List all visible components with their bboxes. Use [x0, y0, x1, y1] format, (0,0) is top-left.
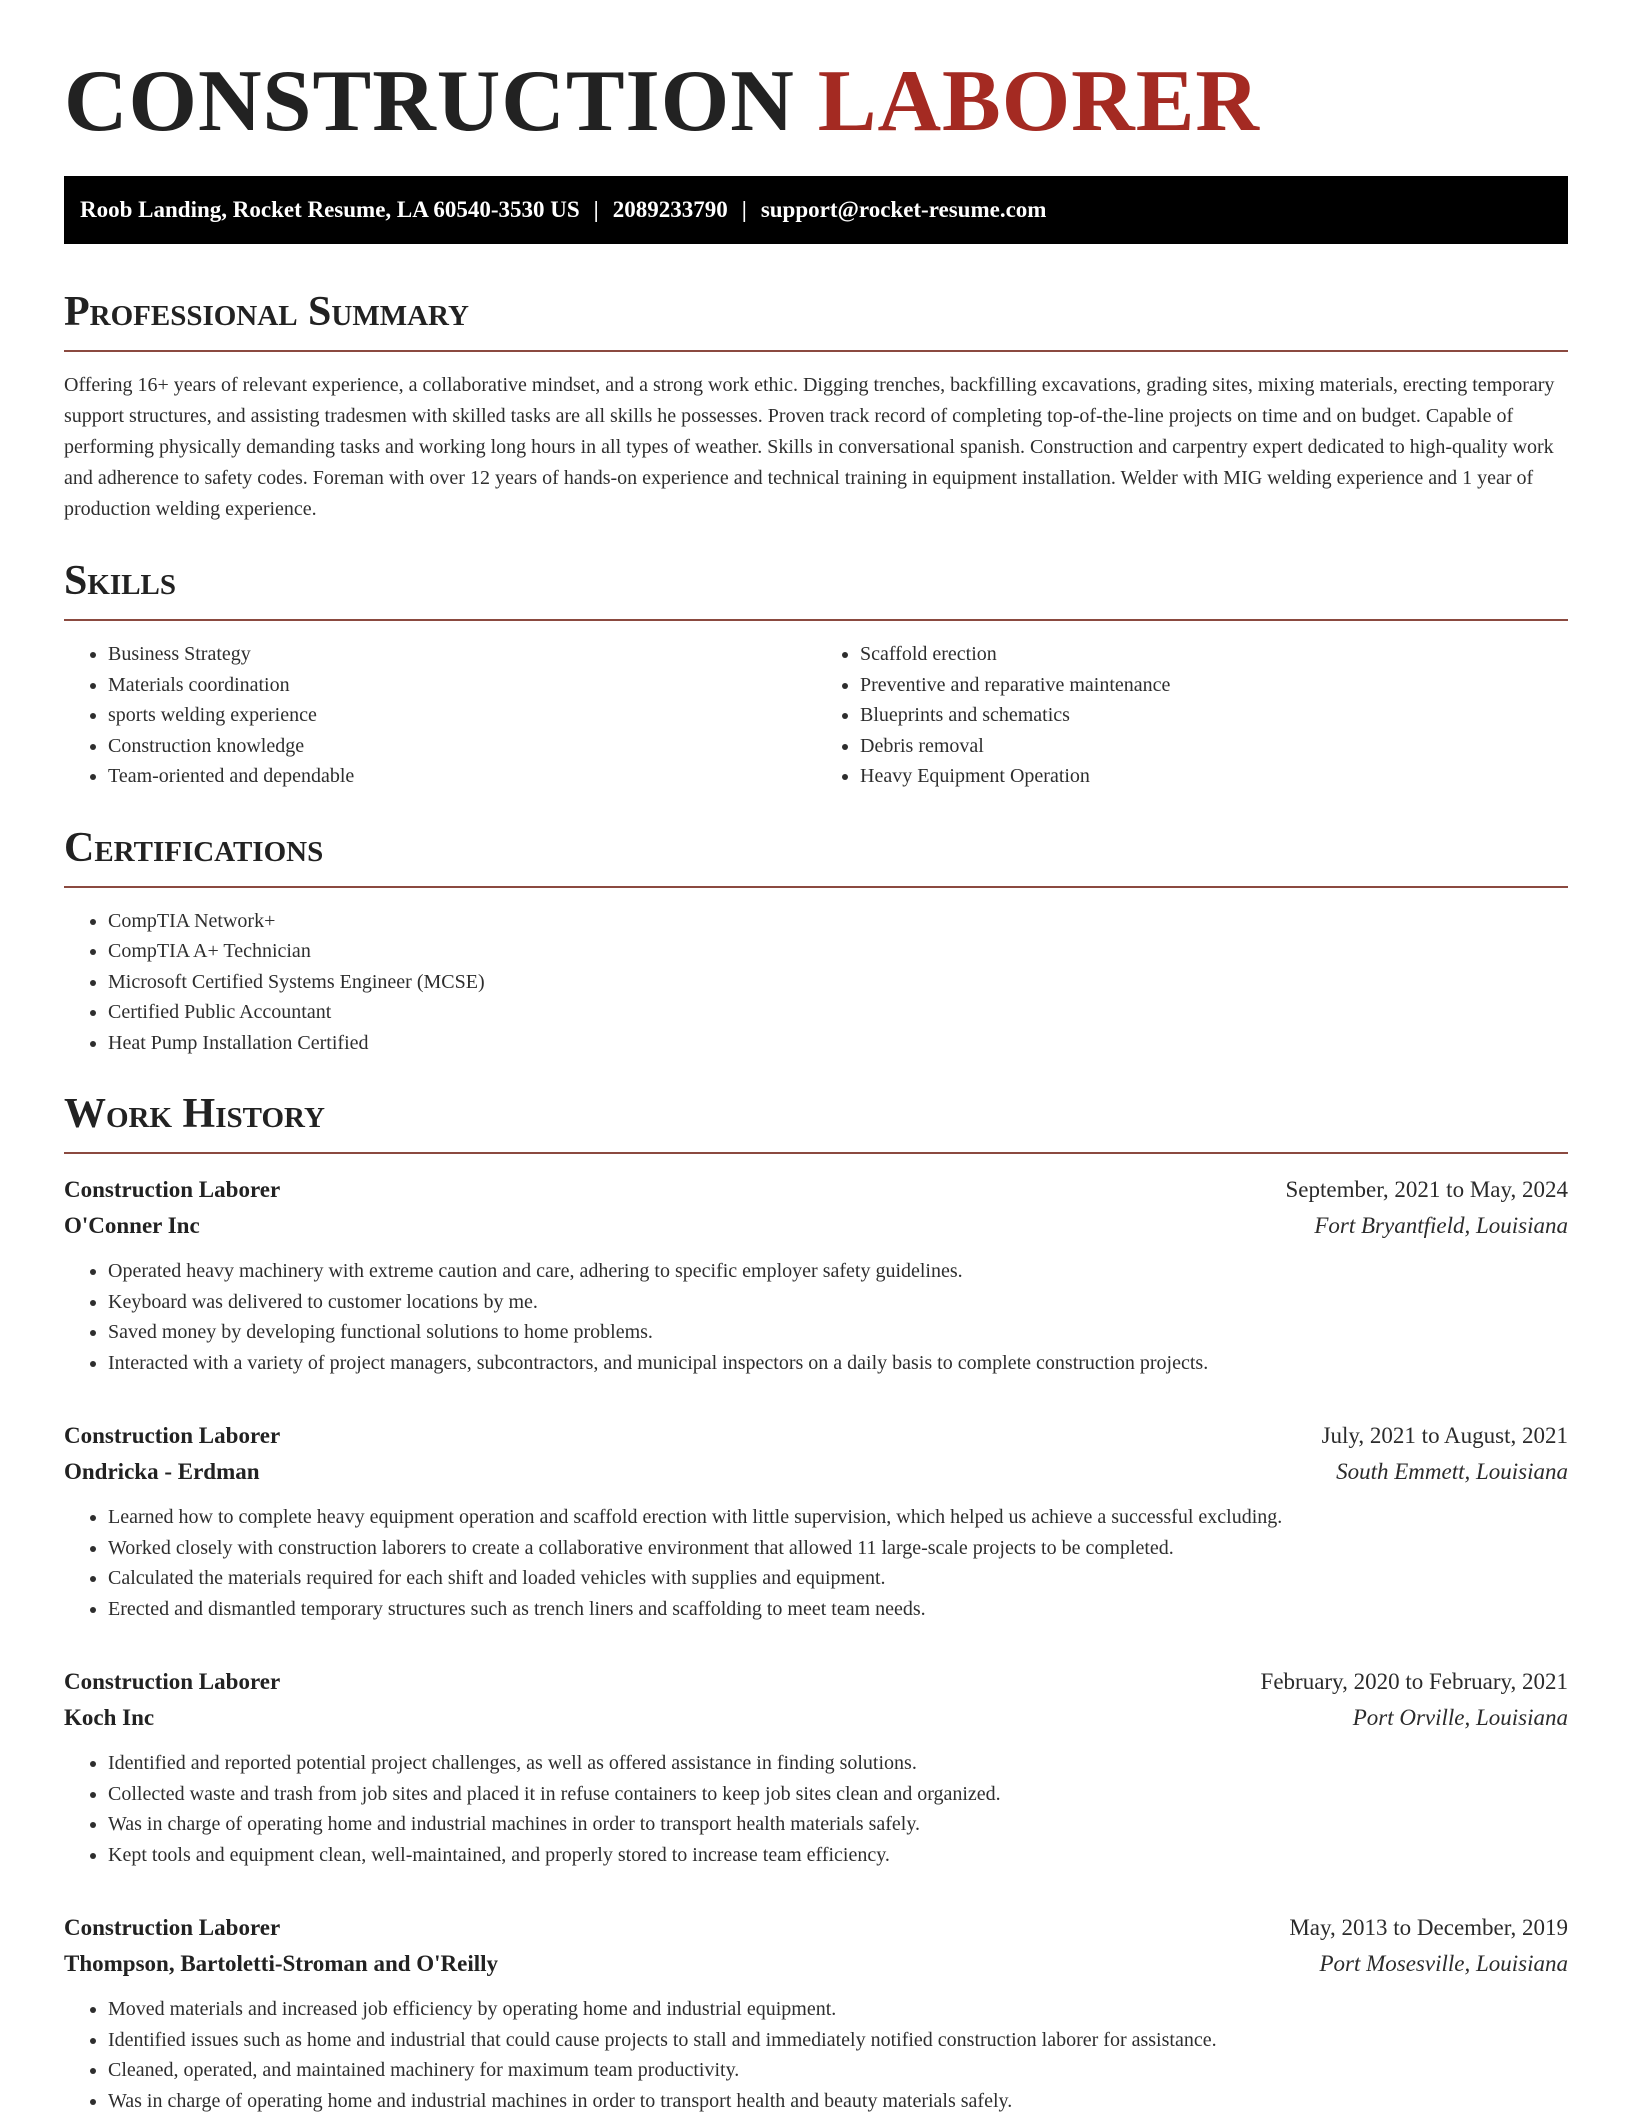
job-dates: July, 2021 to August, 2021 [1322, 1418, 1568, 1454]
skills-list-left [64, 639, 816, 792]
skills-section [64, 557, 1568, 792]
job-header-row [64, 1172, 1568, 1208]
job-bullet: • Was in charge of operating home and industrial machines in order to transport health and beauty materials safely. [108, 2086, 1568, 2116]
skills-columns [64, 621, 1568, 792]
contact-bar [64, 176, 1568, 244]
summary-heading: Professional Summary [64, 288, 1568, 352]
skills-list-right [816, 639, 1568, 792]
job-bullet: • Worked closely with construction laborers to create a collaborative environment that allowed 11 large-scale projects to be completed. [108, 1533, 1568, 1564]
job-bullet: • Moved materials and increased job efficiency by operating home and industrial equipment. [108, 1994, 1568, 2025]
job-bullet: • Erected and dismantled temporary structures such as trench liners and scaffolding to meet team needs. [108, 1594, 1568, 1625]
skill-item: • Materials coordination [108, 670, 816, 701]
job-header-row [64, 1418, 1568, 1454]
job-bullets [64, 1502, 1568, 1624]
certification-item: • Certified Public Accountant [108, 997, 1568, 1028]
job-dates: February, 2020 to February, 2021 [1261, 1664, 1568, 1700]
job-header-row [64, 1910, 1568, 1946]
skill-item: • Heavy Equipment Operation [860, 761, 1568, 792]
skill-item: • Preventive and reparative maintenance [860, 670, 1568, 701]
work-history-heading: Work History [64, 1090, 1568, 1154]
job-dates: September, 2021 to May, 2024 [1286, 1172, 1569, 1208]
job-bullet: • Learned how to complete heavy equipment operation and scaffold erection with little supervision, which helped us achieve a successful excluding. [108, 1502, 1568, 1533]
job-bullet: • Operated heavy machinery with extreme caution and care, adhering to specific employer safety guidelines. [108, 1256, 1568, 1287]
job-company: Thompson, Bartoletti-Stroman and O'Reilly [64, 1946, 498, 1982]
job-bullets [64, 1994, 1568, 2116]
job-subheader-row [64, 1700, 1568, 1736]
job-subheader-row [64, 1208, 1568, 1244]
job-entry [64, 1418, 1568, 1624]
certifications-heading: Certifications [64, 824, 1568, 888]
job-bullet: • Saved money by developing functional solutions to home problems. [108, 1317, 1568, 1348]
job-bullet: • Identified issues such as home and industrial that could cause projects to stall and immediately notified construction laborer for assistance. [108, 2025, 1568, 2056]
job-dates: May, 2013 to December, 2019 [1289, 1910, 1568, 1946]
job-bullets [64, 1256, 1568, 1378]
job-company: O'Conner Inc [64, 1208, 200, 1244]
title-accent: LABORER [818, 53, 1260, 150]
skills-heading: Skills [64, 557, 1568, 621]
resume-title [64, 52, 1568, 152]
job-bullet: • Cleaned, operated, and maintained machinery for maximum team productivity. [108, 2055, 1568, 2086]
job-bullet: • Calculated the materials required for each shift and loaded vehicles with supplies and equipment. [108, 1563, 1568, 1594]
job-bullet: • Collected waste and trash from job sites and placed it in refuse containers to keep job sites clean and organized. [108, 1779, 1568, 1810]
job-title: Construction Laborer [64, 1664, 280, 1700]
summary-section [64, 288, 1568, 525]
job-subheader-row [64, 1946, 1568, 1982]
contact-separator: | [728, 197, 761, 222]
skill-item: • Construction knowledge [108, 731, 816, 762]
job-company: Koch Inc [64, 1700, 154, 1736]
summary-text: Offering 16+ years of relevant experience, a collaborative mindset, and a strong work ethic. Digging trenches, backfilling excavations, grading sites, mixing materials, erecting temporary support structures, and assisting tradesmen with skilled tasks are all skills he possesses. Proven track record of completing top-of-the-line projects on time and on budget. Capable of performing physically demanding tasks and working long hours in all types of weather. Skills in conversational spanish. Construction and carpentry expert dedicated to high-quality work and adherence to safety codes. Foreman with over 12 years of hands-on experience and technical training in equipment installation. Welder with MIG welding experience and 1 year of production welding experience. [64, 370, 1568, 525]
job-bullet: • Identified and reported potential project challenges, as well as offered assistance in finding solutions. [108, 1748, 1568, 1779]
job-bullet: • Interacted with a variety of project managers, subcontractors, and municipal inspectors on a daily basis to complete construction projects. [108, 1348, 1568, 1379]
certification-item: • Heat Pump Installation Certified [108, 1028, 1568, 1059]
work-history-section [64, 1090, 1568, 2116]
contact-separator: | [580, 197, 613, 222]
job-title: Construction Laborer [64, 1172, 280, 1208]
job-entry [64, 1172, 1568, 1378]
job-bullet: • Was in charge of operating home and industrial machines in order to transport health materials safely. [108, 1809, 1568, 1840]
job-entry [64, 1910, 1568, 2116]
job-bullet: • Keyboard was delivered to customer locations by me. [108, 1287, 1568, 1318]
skill-item: • Debris removal [860, 731, 1568, 762]
certification-item: • CompTIA Network+ [108, 906, 1568, 937]
job-location: Fort Bryantfield, Louisiana [1314, 1208, 1568, 1244]
skill-item: • Scaffold erection [860, 639, 1568, 670]
job-subheader-row [64, 1454, 1568, 1490]
skill-item: • Team-oriented and dependable [108, 761, 816, 792]
contact-email: support@rocket-resume.com [761, 197, 1047, 222]
job-location: Port Orville, Louisiana [1353, 1700, 1568, 1736]
certification-item: • CompTIA A+ Technician [108, 936, 1568, 967]
job-bullet: • Kept tools and equipment clean, well-maintained, and properly stored to increase team efficiency. [108, 1840, 1568, 1871]
title-main: CONSTRUCTION [64, 53, 795, 150]
job-company: Ondricka - Erdman [64, 1454, 260, 1490]
job-title: Construction Laborer [64, 1418, 280, 1454]
job-entry [64, 1664, 1568, 1870]
certification-item: • Microsoft Certified Systems Engineer (MCSE) [108, 967, 1568, 998]
certifications-list [64, 906, 1568, 1059]
contact-address: Roob Landing, Rocket Resume, LA 60540-3530 US [80, 197, 580, 222]
job-header-row [64, 1664, 1568, 1700]
skill-item: • Business Strategy [108, 639, 816, 670]
skill-item: • sports welding experience [108, 700, 816, 731]
certifications-section [64, 824, 1568, 1059]
skill-item: • Blueprints and schematics [860, 700, 1568, 731]
job-bullets [64, 1748, 1568, 1870]
job-location: Port Mosesville, Louisiana [1319, 1946, 1568, 1982]
job-location: South Emmett, Louisiana [1336, 1454, 1568, 1490]
job-title: Construction Laborer [64, 1910, 280, 1946]
contact-phone: 2089233790 [613, 197, 728, 222]
